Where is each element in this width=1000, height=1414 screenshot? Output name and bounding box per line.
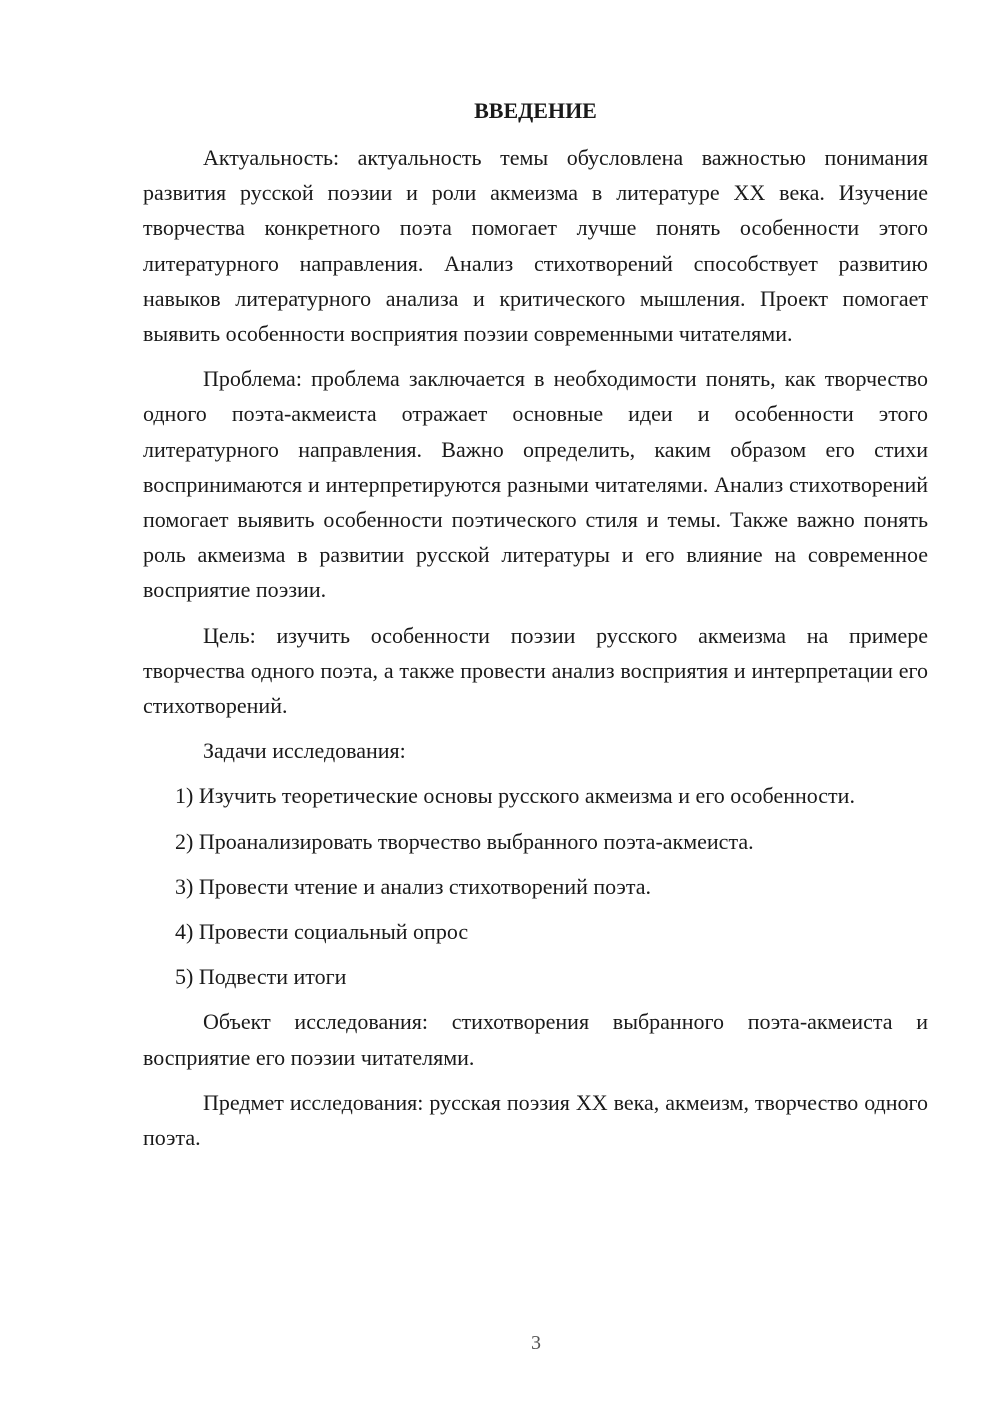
problem-paragraph: Проблема: проблема заключается в необходимости понять, как творчество одного поэта-акмеиста отражает основные идеи и особенности этого литературного направления. Важно определить, каким образом его стихи воспринимаются и интерпретируются разными читателями. Анализ стихотворений помогает выявить особенности поэтического стиля и темы. Также важно понять роль акмеизма в развитии русской литературы и его влияние на современное восприятие поэзии. (143, 366, 928, 603)
relevance-paragraph: Актуальность: актуальность темы обусловлена важностью понимания развития русской поэзии и роли акмеизма в литературе XX века. Изучение творчества конкретного поэта помогает лучше понять особенности этого литературного направления. Анализ стихотворений способствует развитию навыков литературного анализа и критического мышления. Проект помогает выявить особенности восприятия поэзии современными читателями. (143, 145, 928, 347)
object-paragraph: Объект исследования: стихотворения выбранного поэта-акмеиста и восприятие его поэзии читателями. (143, 1009, 928, 1070)
task-item-1: 1) Изучить теоретические основы русского акмеизма и его особенности. (175, 783, 855, 809)
subject-paragraph: Предмет исследования: русская поэзия XX века, акмеизм, творчество одного поэта. (143, 1089, 928, 1151)
page-content (143, 96, 928, 1165)
goal-paragraph: Цель: изучить особенности поэзии русского акмеизма на примере творчества одного поэта, а также провести анализ восприятия и интерпретации его стихотворений. (143, 622, 928, 719)
task-item-4: 4) Провести социальный опрос (175, 919, 469, 945)
task-item-3: 3) Провести чтение и анализ стихотворений поэта. (175, 873, 651, 899)
tasks-heading: Задачи исследования: (203, 738, 406, 764)
task-item-2: 2) Проанализировать творчество выбранного поэта-акмеиста. (175, 828, 754, 854)
task-item-5: 5) Подвести итоги (175, 964, 347, 990)
page-number: 3 (531, 1332, 541, 1354)
section-heading: ВВЕДЕНИЕ (474, 98, 597, 123)
